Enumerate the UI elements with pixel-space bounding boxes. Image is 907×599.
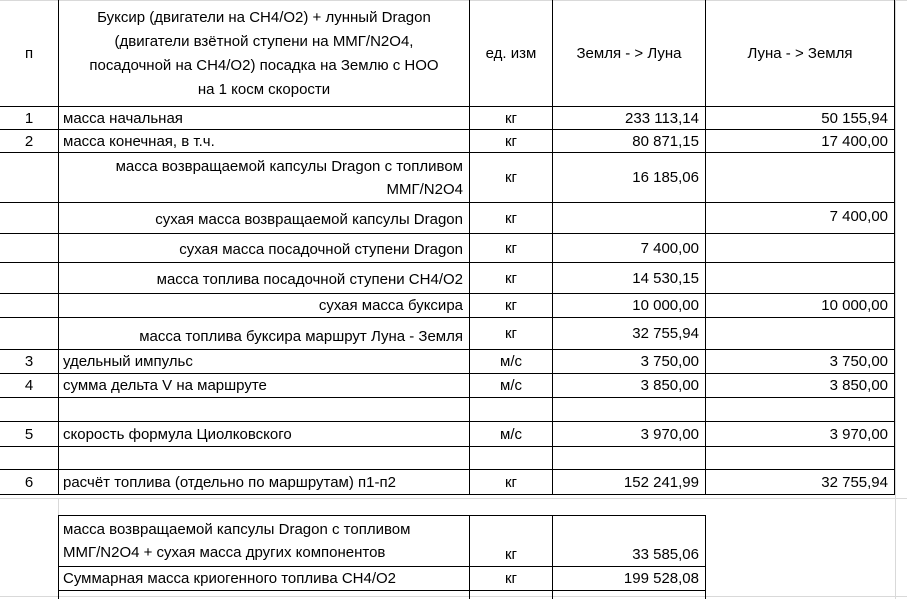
row3-label[interactable] <box>59 153 469 202</box>
row7-label[interactable]: сухая масса буксира <box>318 297 463 314</box>
header-title-line1: Буксир (двигатели на CH4/O2) + лунный Dragon <box>97 9 431 26</box>
row7-unit[interactable]: кг <box>504 297 518 314</box>
row11-n[interactable]: 5 <box>24 425 34 443</box>
header-moon-earth[interactable]: Луна - > Земля <box>747 44 853 62</box>
row10-unit[interactable]: м/с <box>500 377 522 394</box>
row10-label[interactable]: сумма дельта V на маршруте <box>63 377 267 394</box>
row11-label[interactable]: скорость формула Циолковского <box>63 425 292 443</box>
row8-v2[interactable] <box>706 318 894 349</box>
row3-unit[interactable]: кг <box>504 169 518 186</box>
row9-v2[interactable]: 3 750,00 <box>829 353 888 370</box>
row1-n[interactable]: 1 <box>24 109 34 127</box>
row6-label[interactable]: масса топлива посадочной ступени CH4/O2 <box>156 271 463 288</box>
header-title-line4: на 1 косм скорости <box>197 81 331 98</box>
row1-v1[interactable]: 233 113,14 <box>625 109 699 127</box>
header-unit[interactable]: ед. изм <box>485 44 537 62</box>
row3-v2[interactable] <box>706 153 894 202</box>
row12-v2[interactable]: 32 755,94 <box>821 473 888 491</box>
row4-label[interactable]: сухая масса возвращаемой капсулы Dragon <box>155 211 463 228</box>
row12-label[interactable]: расчёт топлива (отдельно по маршрутам) п1-п2 <box>63 473 396 491</box>
row8-v1[interactable]: 32 755,94 <box>632 325 699 342</box>
summary1-v1[interactable]: 33 585,06 <box>632 545 699 563</box>
row1-unit[interactable]: кг <box>504 109 518 127</box>
row2-label[interactable]: масса конечная, в т.ч. <box>63 132 215 150</box>
row6-v1[interactable]: 14 530,15 <box>632 269 699 287</box>
row12-v1[interactable]: 152 241,99 <box>623 473 699 491</box>
row5-v2[interactable] <box>706 234 894 262</box>
header-title-line3: посадочной на CH4/O2) посадка на Землю с НОО <box>89 57 439 74</box>
row4-v1[interactable] <box>553 203 705 233</box>
row10-n[interactable]: 4 <box>24 377 34 394</box>
row2-unit[interactable]: кг <box>504 132 518 150</box>
summary2-v1[interactable]: 199 528,08 <box>623 570 699 587</box>
row2-n[interactable]: 2 <box>24 132 34 150</box>
row9-unit[interactable]: м/с <box>500 353 522 370</box>
row4-unit[interactable]: кг <box>504 209 518 227</box>
header-earth-moon[interactable]: Земля - > Луна <box>576 44 682 62</box>
row11-unit[interactable]: м/с <box>500 425 522 443</box>
row11-v2[interactable]: 3 970,00 <box>829 425 888 443</box>
summary1-label-line2: ММГ/N2O4 + сухая масса других компонентов <box>63 544 386 561</box>
row7-v1[interactable]: 10 000,00 <box>632 297 699 314</box>
row6-v2[interactable] <box>706 263 894 293</box>
row5-v1[interactable]: 7 400,00 <box>640 239 699 257</box>
row12-n[interactable]: 6 <box>24 473 34 491</box>
row9-n[interactable]: 3 <box>24 353 34 370</box>
row10-v1[interactable]: 3 850,00 <box>640 377 699 394</box>
row1-label[interactable]: масса начальная <box>63 109 183 127</box>
row6-unit[interactable]: кг <box>504 269 518 287</box>
row7-v2[interactable]: 10 000,00 <box>821 297 888 314</box>
row1-v2[interactable]: 50 155,94 <box>821 109 888 127</box>
row4-v2[interactable]: 7 400,00 <box>829 208 888 225</box>
summary1-label-line1: масса возвращаемой капсулы Dragon с топливом <box>63 521 411 538</box>
row9-label[interactable]: удельный импульс <box>63 353 193 370</box>
row2-v2[interactable]: 17 400,00 <box>821 132 888 150</box>
row3-label-line2: ММГ/N2O4 <box>386 180 463 198</box>
row3-label-line1: масса возвращаемой капсулы Dragon с топливом <box>115 157 463 175</box>
summary2-label[interactable]: Суммарная масса криогенного топлива CH4/O2 <box>63 570 397 587</box>
header-col-n[interactable]: п <box>24 44 34 62</box>
row3-v1[interactable]: 16 185,06 <box>632 169 699 186</box>
row12-unit[interactable]: кг <box>504 473 518 491</box>
row10-v2[interactable]: 3 850,00 <box>829 377 888 394</box>
header-title[interactable] <box>59 4 469 104</box>
header-title-line2: (двигатели взётной ступени на ММГ/N2O4, <box>114 33 414 50</box>
row9-v1[interactable]: 3 750,00 <box>640 353 699 370</box>
row11-v1[interactable]: 3 970,00 <box>640 425 699 443</box>
summary2-unit[interactable]: кг <box>504 570 518 587</box>
row8-unit[interactable]: кг <box>504 325 518 342</box>
row5-unit[interactable]: кг <box>504 239 518 257</box>
row5-label[interactable]: сухая масса посадочной ступени Dragon <box>179 241 463 258</box>
row2-v1[interactable]: 80 871,15 <box>632 132 699 150</box>
summary1-unit[interactable]: кг <box>504 545 518 563</box>
summary1-label[interactable] <box>59 516 469 566</box>
row8-label[interactable]: масса топлива буксира маршрут Луна - Земля <box>139 328 463 345</box>
